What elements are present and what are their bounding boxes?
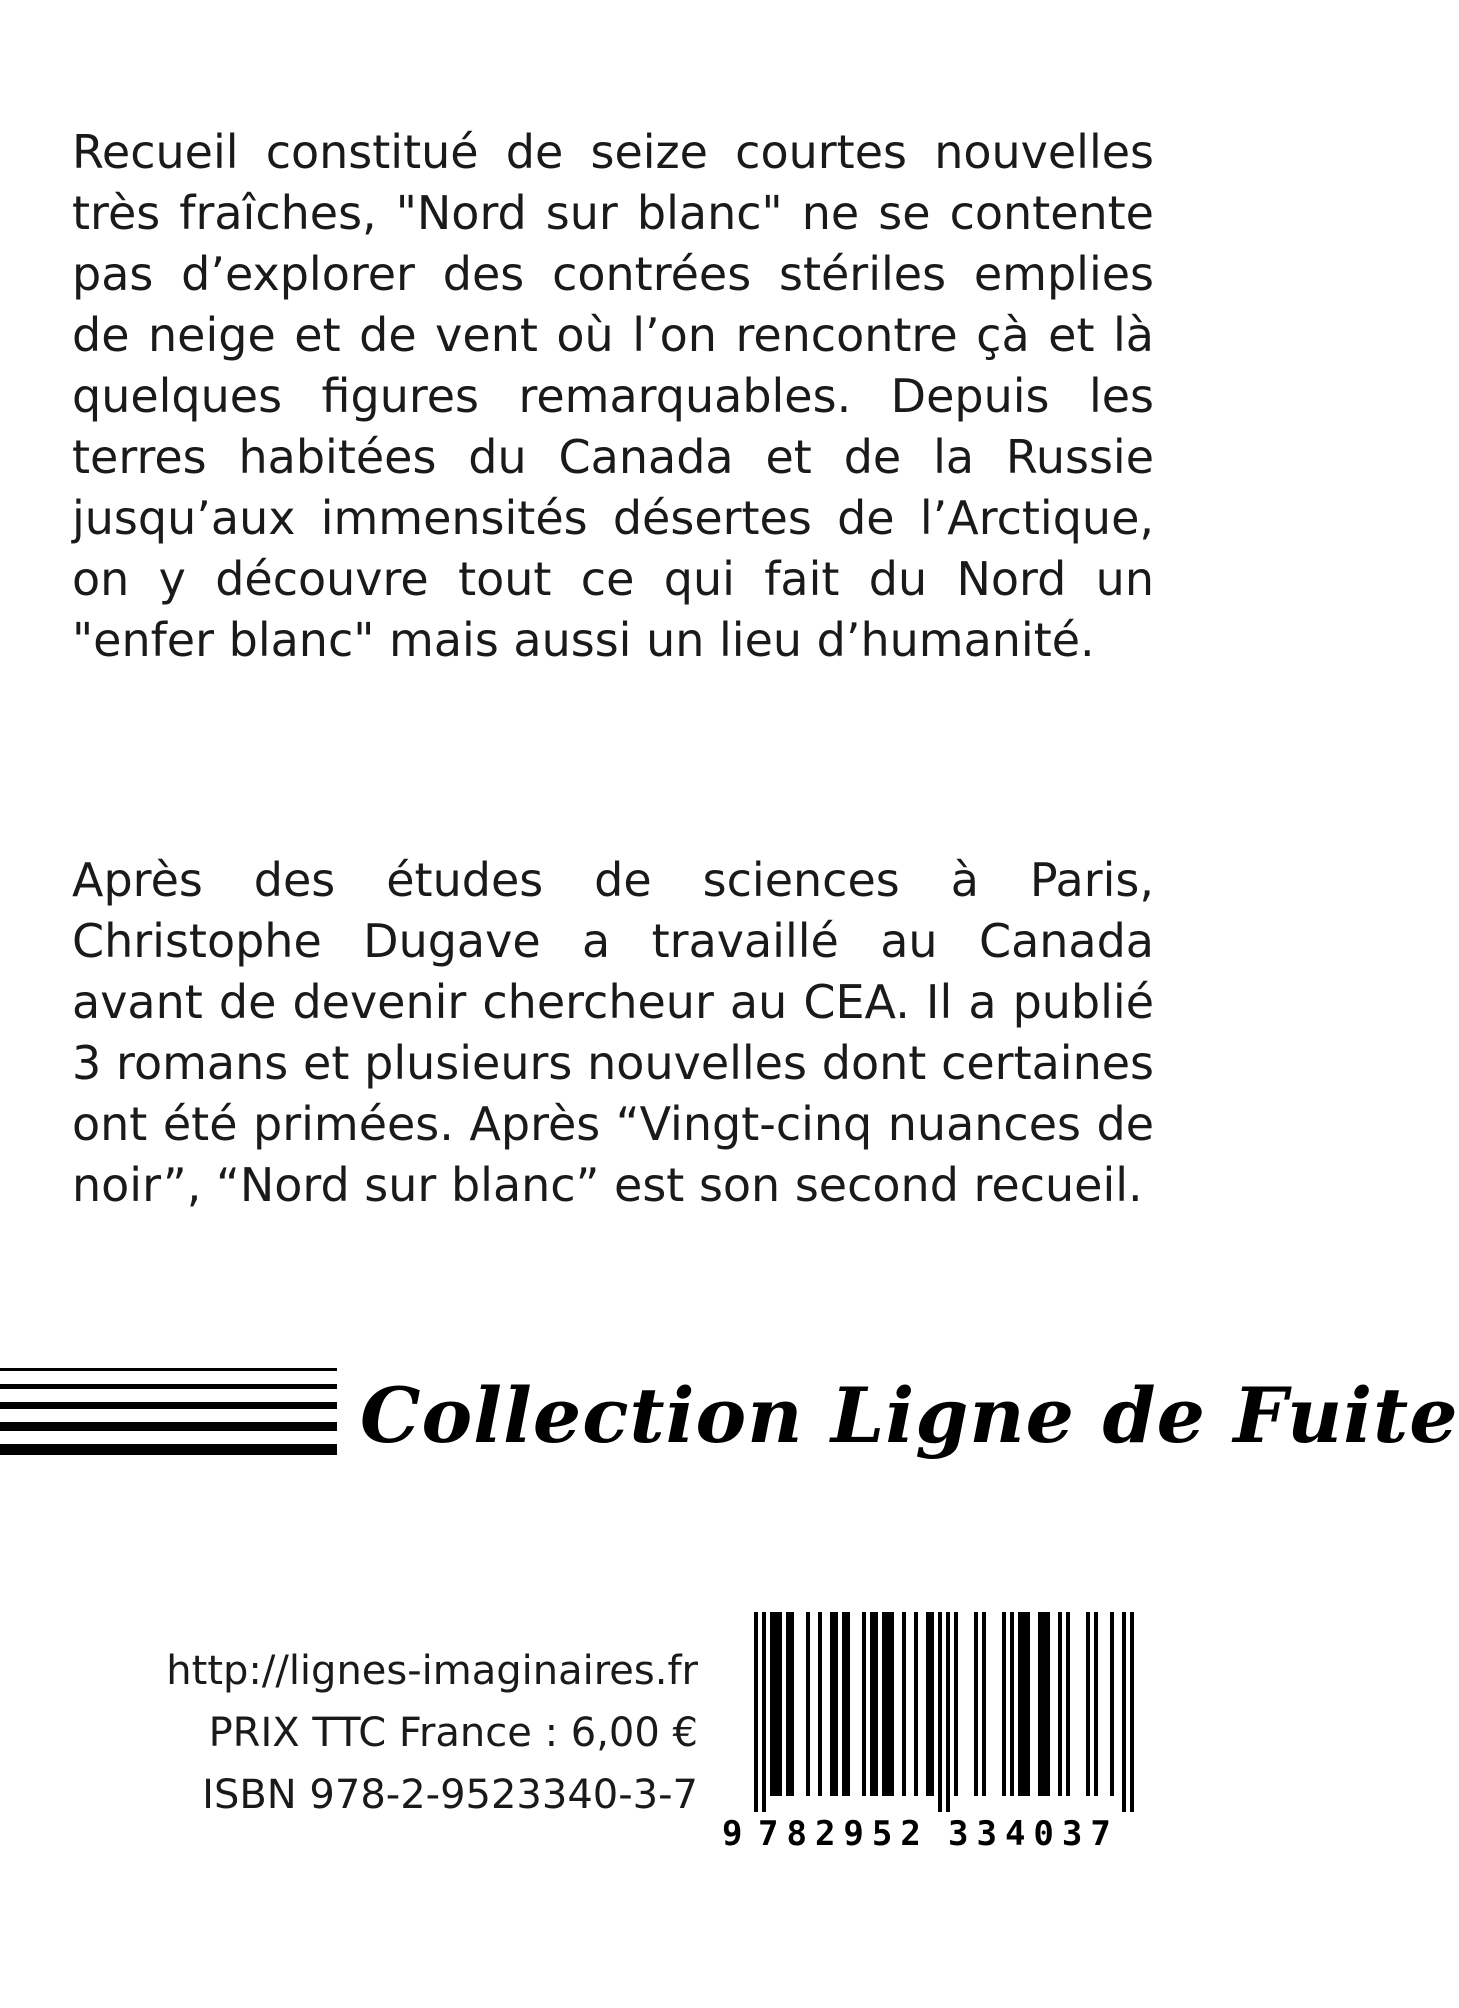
barcode-bar bbox=[974, 1612, 978, 1796]
barcode-bar bbox=[946, 1612, 950, 1812]
barcode-bar bbox=[806, 1612, 810, 1796]
ean13-barcode-icon bbox=[720, 1612, 1158, 1862]
barcode-bar bbox=[1018, 1612, 1022, 1796]
barcode-bars bbox=[720, 1612, 1158, 1812]
barcode-bar bbox=[882, 1612, 886, 1796]
barcode-bar bbox=[982, 1612, 986, 1796]
publisher-url: http://lignes-imaginaires.fr bbox=[166, 1648, 698, 1694]
barcode-bar bbox=[870, 1612, 874, 1796]
barcode-bar bbox=[786, 1612, 790, 1796]
barcode-bar bbox=[770, 1612, 774, 1796]
barcode-bar bbox=[842, 1612, 846, 1796]
barcode-bar bbox=[938, 1612, 942, 1812]
collection-name: Collection Ligne de Fuite bbox=[360, 1371, 1459, 1460]
publisher-info bbox=[166, 1640, 698, 1826]
author-bio-text: Après des études de sciences à Paris, Christophe Dugave a travaillé au Canada avant de devenir chercheur au CEA. Il a publié 3 romans et plusieurs nouvelles dont certaines ont été primées. Après “Vingt-cinq nuances de noir”, “Nord sur blanc” est son second recueil. bbox=[72, 853, 1154, 1212]
barcode-bar bbox=[930, 1612, 934, 1796]
barcode-bar bbox=[926, 1612, 930, 1796]
barcode-bar bbox=[762, 1612, 766, 1812]
barcode-bar bbox=[754, 1612, 758, 1812]
barcode-bar bbox=[886, 1612, 890, 1796]
barcode-left-digits: 782952 bbox=[758, 1814, 929, 1854]
barcode-bar bbox=[1122, 1612, 1126, 1812]
barcode-bar bbox=[862, 1612, 866, 1796]
barcode-bar bbox=[914, 1612, 918, 1796]
barcode-bar bbox=[1038, 1612, 1042, 1796]
synopsis-text: Recueil constitué de seize courtes nouvelles très fraîches, "Nord sur blanc" ne se contente pas d’explorer des contrées stériles emplies de neige et de vent où l’on rencontre çà et là quelques figures remarquables. Depuis les terres habitées du Canada et de la Russie jusqu’aux immensités désertes de l’Arctique, on y découvre tout ce qui fait du Nord un "enfer blanc" mais aussi un lieu d’humanité. bbox=[72, 125, 1154, 667]
barcode-bar bbox=[774, 1612, 778, 1796]
barcode-bar bbox=[1026, 1612, 1030, 1796]
barcode-digits bbox=[720, 1812, 1158, 1856]
barcode-bar bbox=[818, 1612, 822, 1796]
barcode-bar bbox=[1130, 1612, 1134, 1812]
collection-banner bbox=[0, 1362, 1459, 1482]
barcode-bar bbox=[1094, 1612, 1098, 1796]
barcode-bar bbox=[1086, 1612, 1090, 1796]
barcode-bar bbox=[890, 1612, 894, 1796]
barcode-bar bbox=[874, 1612, 878, 1796]
barcode-bar bbox=[830, 1612, 834, 1796]
isbn-label: ISBN 978-2-9523340-3-7 bbox=[202, 1772, 698, 1818]
barcode-bar bbox=[846, 1612, 850, 1796]
barcode-bar bbox=[1046, 1612, 1050, 1796]
barcode-right-digits: 334037 bbox=[948, 1814, 1119, 1854]
barcode-bar bbox=[1022, 1612, 1026, 1796]
barcode-lead-digit: 9 bbox=[722, 1814, 743, 1854]
barcode-bar bbox=[954, 1612, 958, 1796]
barcode-bar bbox=[1110, 1612, 1114, 1796]
price-label: PRIX TTC France : 6,00 € bbox=[208, 1710, 698, 1756]
barcode-bar bbox=[834, 1612, 838, 1796]
barcode-bar bbox=[1058, 1612, 1062, 1796]
barcode-bar bbox=[1066, 1612, 1070, 1796]
barcode-bar bbox=[902, 1612, 906, 1796]
barcode-bar bbox=[778, 1612, 782, 1796]
barcode-bar bbox=[1002, 1612, 1006, 1796]
barcode-bar bbox=[790, 1612, 794, 1796]
barcode-bar bbox=[1010, 1612, 1014, 1796]
barcode-bar bbox=[1042, 1612, 1046, 1796]
